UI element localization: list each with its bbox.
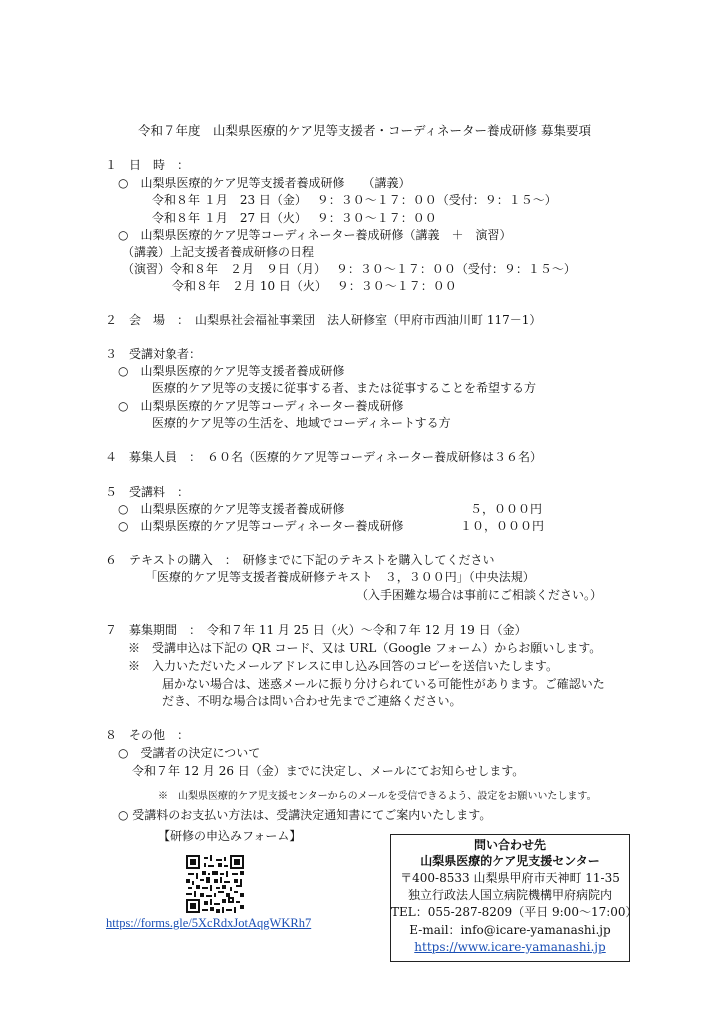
other-mail-setting-note: ※ 山梨県医療的ケア児支援センターからのメールを受信できるよう、設定をお願いいたします。 [158, 791, 597, 802]
schedule-support-day1: 令和８年 １月 23 日（金） ９：３０～１７：００（受付：９：１５～） [152, 193, 557, 207]
fee-support-training: ○ 山梨県医療的ケア児等支援者養成研修 [118, 502, 345, 516]
target-support-desc: 医療的ケア児等の支援に従事する者、または従事することを希望する方 [152, 381, 537, 395]
period-note-apply: ※ 受講申込は下記の QR コード、又は URL（Google フォーム）からお願いします。 [128, 641, 602, 655]
contact-heading: 問い合わせ先 [473, 838, 546, 852]
fee-heading: ５ 受講料 ： [105, 485, 190, 499]
other-heading: ８ その他 ： [105, 728, 190, 742]
contact-org: 山梨県医療的ケア児支援センター [420, 854, 600, 868]
target-coordinator-training: ○ 山梨県医療的ケア児等コーディネーター養成研修 [118, 399, 404, 413]
capacity: ４ 募集人員 ： ６０名（医療的ケア児等コーディネーター養成研修は３６名） [105, 450, 543, 464]
target-heading: ３ 受講対象者： [105, 347, 202, 361]
fee-coordinator-amount: １０，０００円 [460, 519, 545, 533]
qr-code-icon[interactable] [186, 855, 244, 913]
other-decision-date: 令和７年 12 月 26 日（金）までに決定し、メールにてお知らせします。 [132, 764, 525, 778]
contact-website-link[interactable]: https://www.icare-yamanashi.jp [414, 940, 606, 954]
schedule-heading: １ 日 時 ： [105, 158, 190, 172]
target-coordinator-desc: 医療的ケア児等の生活を、地域でコーディネートする方 [152, 416, 451, 430]
period-heading: ７ 募集期間 ： 令和７年 11 月 25 日（火）～令和７年 12 月 19 日（金） [105, 623, 527, 637]
schedule-exercise-day2: 令和８年 ２月 10 日（火） ９：３０～１７：００ [172, 279, 457, 293]
textbook-title: 「医療的ケア児等支援者養成研修テキスト ３，３００円」（中央法規） [145, 570, 535, 584]
venue: ２ 会 場 ： 山梨県社会福祉事業団 法人研修室（甲府市西油川町 117－1） [105, 313, 542, 327]
schedule-support-day2: 令和８年 １月 27 日（火） ９：３０～１７：００ [152, 211, 437, 225]
contact-email: E-mail：info@icare-yamanashi.jp [409, 923, 611, 937]
period-note-contact: だき、不明な場合は問い合わせ先までご連絡ください。 [162, 694, 462, 708]
schedule-support-training: ○ 山梨県医療的ケア児等支援者養成研修 （講義） [118, 176, 411, 190]
contact-location: 独立行政法人国立病院機構甲府病院内 [407, 888, 612, 902]
schedule-lecture-note: （講義）上記支援者養成研修の日程 [122, 245, 315, 259]
fee-coordinator-training: ○ 山梨県医療的ケア児等コーディネーター養成研修 [118, 519, 404, 533]
contact-box [390, 834, 638, 962]
textbook-heading: ６ テキストの購入 ： 研修までに下記のテキストを購入してください [105, 553, 495, 567]
period-note-spam: 届かない場合は、迷惑メールに振り分けられている可能性があります。ご確認いた [162, 677, 605, 691]
form-url-link[interactable]: https://forms.gle/5XcRdxJotAqgWKRh7 [106, 916, 312, 930]
period-note-email: ※ 入力いただいたメールアドレスに申し込み回答のコピーを送信いたします。 [128, 659, 558, 673]
other-decision: ○ 受講者の決定について [118, 746, 261, 760]
fee-support-amount: ５，０００円 [470, 502, 543, 516]
other-payment: ○ 受講料のお支払い方法は、受講決定通知書にてご案内いたします。 [118, 808, 492, 822]
contact-address: 〒400-8533 山梨県甲府市天神町 11-35 [400, 871, 620, 885]
textbook-note: （入手困難な場合は事前にご相談ください。） [356, 588, 603, 602]
contact-tel: TEL：055-287-8209（平日 9:00～17:00） [391, 905, 638, 919]
target-support-training: ○ 山梨県医療的ケア児等支援者養成研修 [118, 364, 345, 378]
title: 令和７年度 山梨県医療的ケア児等支援者・コーディネーター養成研修 募集要項 [138, 123, 591, 138]
form-label: 【研修の申込みフォーム】 [158, 829, 302, 843]
schedule-exercise-day1: （演習）令和８年 ２月 ９日（月） ９：３０～１７：００（受付：９：１５～） [122, 262, 576, 276]
schedule-coordinator-training: ○ 山梨県医療的ケア児等コーディネーター養成研修（講義 ＋ 演習） [118, 228, 512, 242]
